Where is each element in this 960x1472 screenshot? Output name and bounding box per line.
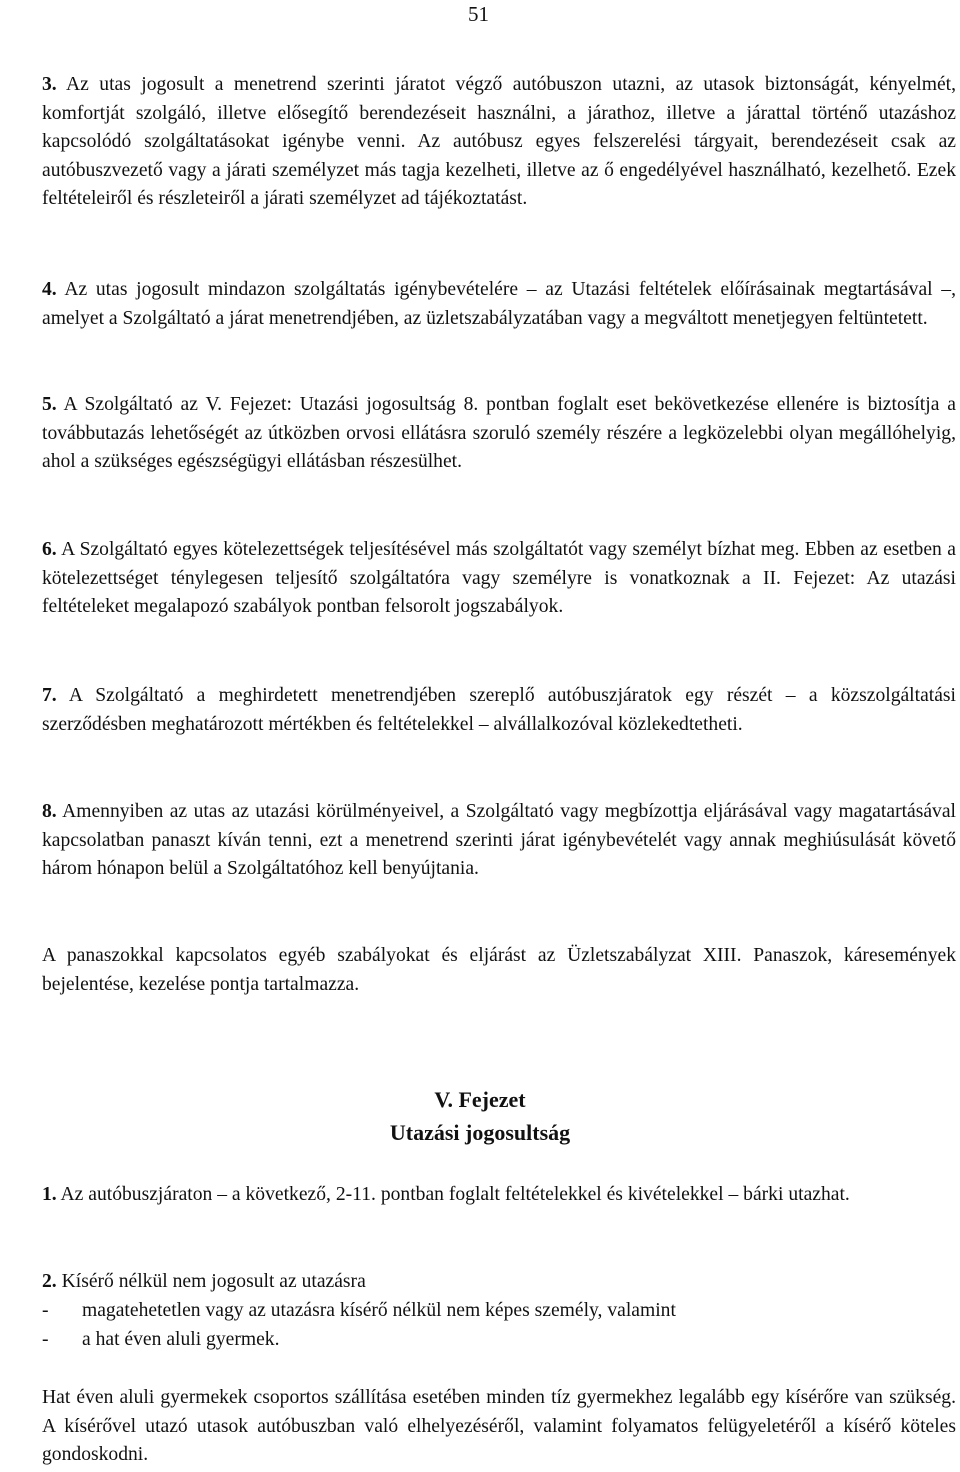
paragraph-text: Az utas jogosult mindazon szolgáltatás igénybevételére – az Utazási feltételek előírásainak megtartásával –, amelyet a Szolgáltató a járat menetrendjében, az üzletszabályzatában vagy a megváltott menetjegyen feltüntetett. (42, 279, 956, 329)
paragraph-number: 4. (42, 279, 57, 300)
dash-marker: - (42, 1328, 49, 1350)
page-number: 51 (468, 2, 489, 26)
paragraph-text: Amennyiben az utas az utazási körülményeivel, a Szolgáltató vagy megbízottja eljárásával vagy magatartásával kapcsolatban panaszt kíván tenni, ezt a menetrend szerinti járat igénybevételét vagy annak meghiúsulását követő három hónapon belül a Szolgáltatóhoz kell benyújtania. (42, 801, 956, 880)
paragraph-number: 1. (42, 1184, 57, 1205)
chapter-paragraph-2 (42, 1268, 956, 1297)
paragraph-text: A Szolgáltató egyes kötelezettségek teljesítésével más szolgáltatót vagy személyt bízhat meg. Ebben az esetben a kötelezettséget ténylegesen teljesítő szolgáltatóra vagy személyre is vonatkoznak a II. Fejezet: Az utazási feltételeket megalapozó szabályok pontban felsorolt jogszabályok. (42, 539, 956, 618)
chapter-paragraph-1 (42, 1181, 956, 1210)
paragraph-number: 7. (42, 685, 57, 706)
paragraph-5 (42, 391, 956, 477)
list-item-text: magatehetetlen vagy az utazásra kísérő nélkül nem képes személy, valamint (82, 1300, 676, 1321)
chapter-number: V. Fejezet (434, 1087, 526, 1112)
paragraph-number: 3. (42, 74, 57, 95)
paragraph-7 (42, 682, 956, 739)
dash-list (42, 1297, 956, 1354)
chapter-title: Utazási jogosultság (389, 1120, 571, 1145)
paragraph-8 (42, 798, 956, 884)
paragraph-text: A Szolgáltató a meghirdetett menetrendjében szereplő autóbuszjáratok egy részét – a közszolgáltatási szerződésben meghatározott mértékben és feltételekkel – alvállalkozóval közlekedtetheti. (42, 685, 956, 735)
paragraph-6 (42, 536, 956, 622)
paragraph-number: 6. (42, 539, 57, 560)
paragraph-number: 5. (42, 394, 57, 415)
paragraph-text: Az utas jogosult a menetrend szerinti járatot végző autóbuszon utazni, az utasok biztonságát, kényelmét, komfortját szolgáló, illetve elősegítő berendezéseit használni, a járathoz, illetve a járattal történő utazáshoz kapcsolódó szolgáltatásokat igénybe venni. Az autóbusz egyes felszerelési tárgyait, berendezéseit csak az autóbuszvezető vagy a járati személyzet más tagja kezelheti, illetve az ő engedélyével használható, kezelhető. Ezek feltételeiről és részleteiről a járati személyzet ad tájékoztatást. (42, 74, 956, 210)
paragraph-4 (42, 276, 956, 333)
dash-marker: - (42, 1300, 49, 1321)
list-item-text: a hat éven aluli gyermek. (82, 1328, 280, 1350)
paragraph-number: 2. (42, 1271, 57, 1292)
paragraph-number: 8. (42, 801, 57, 822)
paragraph-3 (42, 71, 956, 214)
group-transport-note: Hat éven aluli gyermekek csoportos szállítása esetében minden tíz gyermekhez legalább egy kísérőre van szükség. A kísérővel utazó utasok autóbuszban való elhelyezéséről, valamint folyamatos felügyeletéről a kísérő köteles gondoskodni. (42, 1387, 956, 1466)
paragraph-text: Az autóbuszjáraton – a következő, 2-11. pontban foglalt feltételekkel és kivételekkel – bárki utazhat. (60, 1184, 850, 1205)
paragraph-text: A Szolgáltató az V. Fejezet: Utazási jogosultság 8. pontban foglalt eset bekövetkezése ellenére is biztosítja a továbbutazás lehetőségét az útközben orvosi ellátásra szoruló személy részére a legközelebbi olyan megállóhelyig, ahol a szükséges egészségügyi ellátásban részesülhet. (42, 394, 956, 473)
list-item (42, 1326, 956, 1355)
complaints-note: A panaszokkal kapcsolatos egyéb szabályokat és eljárást az Üzletszabályzat XIII. Panaszok, káresemények bejelentése, kezelése pontja tartalmazza. (42, 945, 956, 995)
paragraph-text: Kísérő nélkül nem jogosult az utazásra (61, 1271, 366, 1292)
list-item (42, 1297, 956, 1326)
